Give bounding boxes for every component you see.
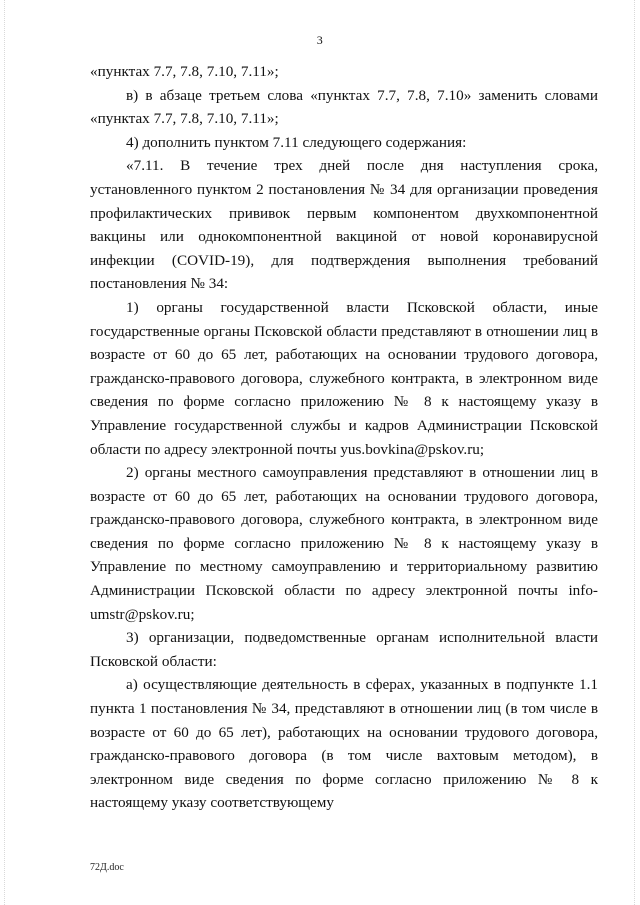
scan-edge-right [634, 0, 635, 905]
paragraph-7: 3) организации, подведомственные органам исполнительной власти Псковской области: [90, 629, 598, 670]
document-body [90, 60, 598, 815]
scan-edge-left [4, 0, 5, 905]
footer-filename: 72Д.doc [90, 862, 124, 873]
paragraph-5: 1) органы государственной власти Псковской области, иные государственные органы Псковской области представляют в отношении лиц в возрасте от 60 до 65 лет, работающих на основании трудового договора, гражданско-правового договора, служебного контракта, в электронном виде сведения по форме согласно приложению № 8 к настоящему указу в Управление государственной службы и кадров Администрации Псковской области по адресу электронной почты yus.bovkina@pskov.ru; [90, 298, 598, 458]
paragraph-6: 2) органы местного самоуправления представляют в отношении лиц в возрасте от 60 до 65 лет, работающих на основании трудового договора, гражданско-правового договора, служебного контракта, в электронном виде сведения по форме согласно приложению № 8 к настоящему указу в Управление по местному самоуправлению и территориальному развитию Администрации Псковской области по адресу электронной почты info-umstr@pskov.ru; [90, 464, 598, 623]
paragraph-4: «7.11. В течение трех дней после дня наступления срока, установленного пунктом 2 постановления № 34 для организации проведения профилактических прививок первым компонентом двухкомпонентной вакцины или однокомпонентной вакциной от новой коронавирусной инфекции (COVID-19), для подтверждения выполнения требований постановления № 34: [90, 157, 598, 293]
paragraph-1: «пунктах 7.7, 7.8, 7.10, 7.11»; [90, 63, 279, 80]
paragraph-2: в) в абзаце третьем слова «пунктах 7.7, 7.8, 7.10» заменить словами «пунктах 7.7, 7.8, 7.10, 7.11»; [90, 86, 598, 128]
paragraph-8: а) осуществляющие деятельность в сферах, указанных в подпункте 1.1 пункта 1 постановления № 34, представляют в отношении лиц (в том числе в возрасте от 60 до 65 лет), работающих на основании трудового договора, гражданско-правового договора (в том числе вахтовым методом), в электронном виде сведения по форме согласно приложению № 8 к настоящему указу соответствующему [90, 676, 598, 812]
page-number: 3 [316, 33, 324, 47]
paragraph-3: 4) дополнить пунктом 7.11 следующего содержания: [126, 133, 467, 151]
